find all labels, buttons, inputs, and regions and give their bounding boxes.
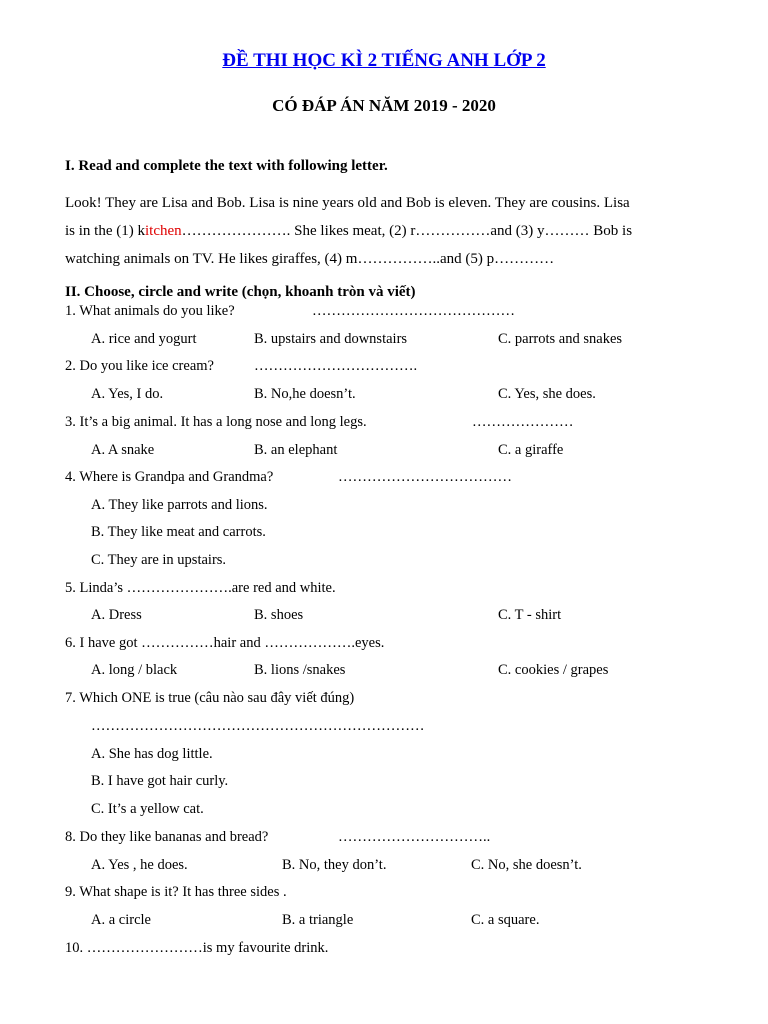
- question-6-option-c[interactable]: C. cookies / grapes: [498, 662, 609, 678]
- question-3-option-c[interactable]: C. a giraffe: [498, 442, 564, 458]
- passage-line-2-start: is in the (1) k: [65, 223, 145, 239]
- passage-line-1: Look! They are Lisa and Bob. Lisa is nine years old and Bob is eleven. They are cousins. Lisa: [65, 195, 630, 211]
- question-8-blank: …………………………..: [338, 829, 491, 845]
- question-5-option-a[interactable]: A. Dress: [91, 607, 142, 623]
- question-6-option-a[interactable]: A. long / black: [91, 662, 178, 678]
- question-5-option-c[interactable]: C. T - shirt: [498, 607, 562, 623]
- page-title: ĐỀ THI HỌC KÌ 2 TIẾNG ANH LỚP 2: [222, 50, 546, 71]
- question-1-option-a[interactable]: A. rice and yogurt: [91, 331, 197, 347]
- question-3-option-b[interactable]: B. an elephant: [254, 442, 338, 458]
- passage-line-3: watching animals on TV. He likes giraffes, (4) m……………..and (5) p…………: [65, 251, 555, 267]
- question-3-blank: …………………: [472, 414, 574, 430]
- question-9: 9. What shape is it? It has three sides .: [65, 884, 287, 900]
- question-8-option-c[interactable]: C. No, she doesn’t.: [471, 857, 582, 873]
- question-7: 7. Which ONE is true (câu nào sau đây viết đúng): [65, 690, 355, 706]
- question-9-option-b[interactable]: B. a triangle: [282, 912, 354, 928]
- question-9-option-c[interactable]: C. a square.: [471, 912, 540, 928]
- question-2-option-a[interactable]: A. Yes, I do.: [91, 386, 164, 402]
- question-6: 6. I have got ……………hair and ……………….eyes.: [65, 635, 385, 651]
- question-2-option-c[interactable]: C. Yes, she does.: [498, 386, 596, 402]
- question-2-blank: …………………………….: [254, 358, 418, 374]
- question-10: 10. ……………………is my favourite drink.: [65, 940, 329, 956]
- question-1-option-b[interactable]: B. upstairs and downstairs: [254, 331, 408, 347]
- question-2-option-b[interactable]: B. No,he doesn’t.: [254, 386, 356, 402]
- question-4-blank: ………………………………: [338, 469, 512, 485]
- question-4-option-c[interactable]: C. They are in upstairs.: [91, 552, 227, 568]
- question-3-option-a[interactable]: A. A snake: [91, 442, 155, 458]
- question-1: 1. What animals do you like?: [65, 303, 235, 319]
- section-1-heading: I. Read and complete the text with following letter.: [65, 158, 388, 174]
- question-7-blank: ……………………………………………………………: [91, 718, 425, 734]
- question-5-option-b[interactable]: B. shoes: [254, 607, 304, 623]
- question-7-option-c[interactable]: C. It’s a yellow cat.: [91, 801, 204, 817]
- question-8-option-b[interactable]: B. No, they don’t.: [282, 857, 387, 873]
- question-8: 8. Do they like bananas and bread?: [65, 829, 269, 845]
- reading-passage: [65, 189, 711, 273]
- question-4: 4. Where is Grandpa and Grandma?: [65, 469, 274, 485]
- question-9-option-a[interactable]: A. a circle: [91, 912, 151, 928]
- section-2-heading: II. Choose, circle and write (chọn, khoanh tròn và viết): [65, 284, 416, 300]
- question-8-option-a[interactable]: A. Yes , he does.: [91, 857, 188, 873]
- passage-line-2-end: …………………. She likes meat, (2) r……………and (3) y……… Bob is: [181, 223, 633, 239]
- question-1-option-c[interactable]: C. parrots and snakes: [498, 331, 623, 347]
- page-subtitle: CÓ ĐÁP ÁN NĂM 2019 - 2020: [272, 96, 496, 115]
- question-6-option-b[interactable]: B. lions /snakes: [254, 662, 346, 678]
- answer-kitchen: itchen: [145, 223, 182, 239]
- question-2: 2. Do you like ice cream?: [65, 358, 214, 374]
- passage-line-2: [65, 217, 711, 245]
- question-4-option-a[interactable]: A. They like parrots and lions.: [91, 497, 268, 513]
- question-1-blank: ……………………………………: [312, 303, 515, 319]
- question-7-option-a[interactable]: A. She has dog little.: [91, 746, 213, 762]
- question-7-option-b[interactable]: B. I have got hair curly.: [91, 773, 229, 789]
- question-5: 5. Linda’s ………………….are red and white.: [65, 580, 336, 596]
- question-4-option-b[interactable]: B. They like meat and carrots.: [91, 524, 266, 540]
- question-3: 3. It’s a big animal. It has a long nose and long legs.: [65, 414, 367, 430]
